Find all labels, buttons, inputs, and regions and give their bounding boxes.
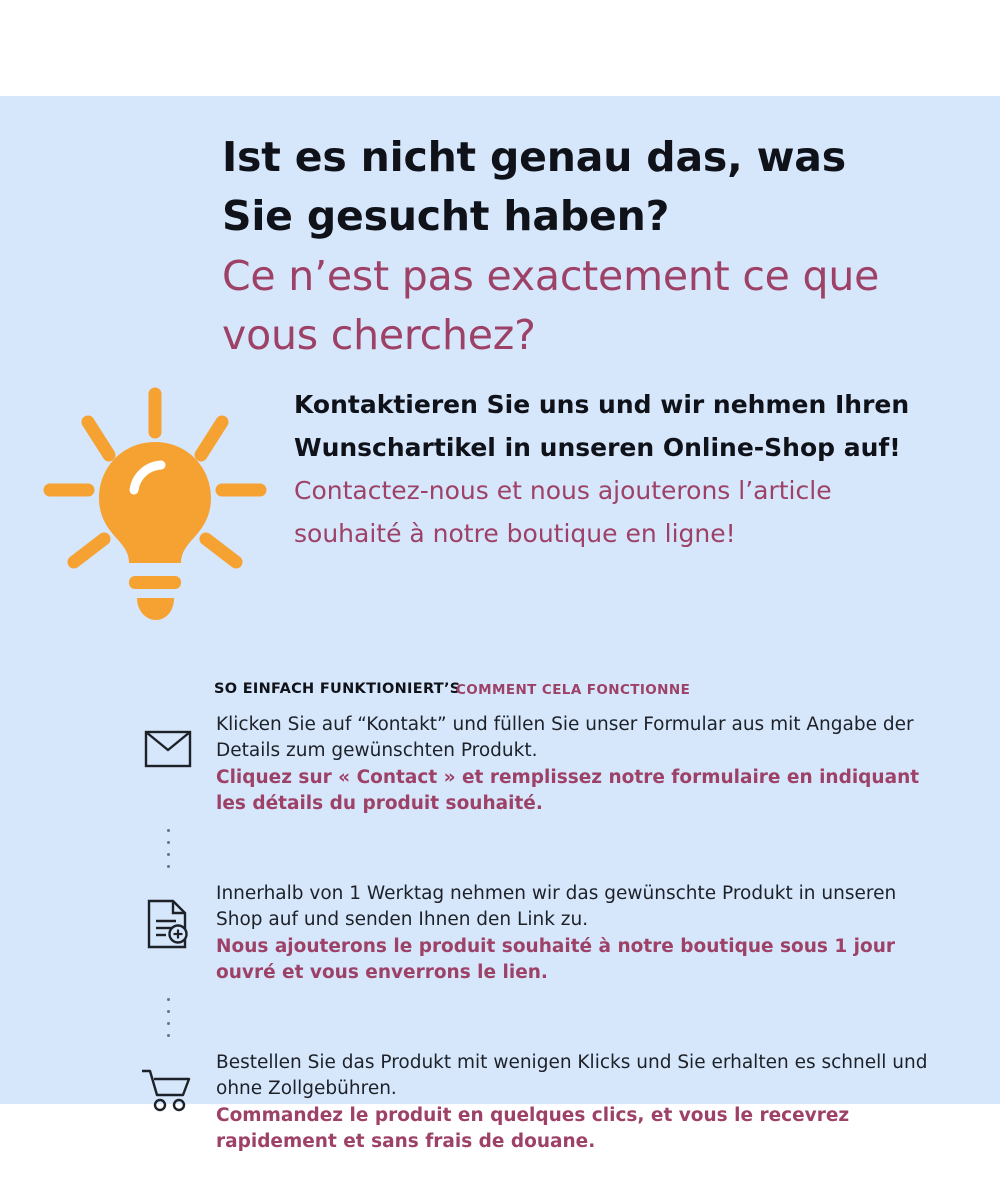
list-item (120, 1048, 940, 1155)
step-connector-dots (120, 986, 216, 1048)
intro-german: Kontaktieren Sie uns und wir nehmen Ihren Wunschartikel in unseren Online-Shop auf! (294, 390, 910, 462)
howto-title-french: COMMENT CELA FONCTIONNE (456, 682, 691, 698)
step-german: Innerhalb von 1 Werktag nehmen wir das gewünschte Produkt in unseren Shop auf und senden Ihnen den Link zu. (216, 883, 897, 931)
headline-german: Ist es nicht genau das, was Sie gesucht haben? (222, 133, 846, 241)
step-german: Bestellen Sie das Produkt mit wenigen Klicks und Sie erhalten es schnell und ohne Zollgebühren. (216, 1052, 928, 1100)
envelope-icon (120, 710, 216, 768)
lightbulb-icon (36, 386, 274, 632)
step-french: Nous ajouterons le produit souhaité à notre boutique sous 1 jour ouvré et vous enverrons le lien. (216, 935, 895, 983)
step-german: Klicken Sie auf “Kontakt” und füllen Sie unser Formular aus mit Angabe der Details zum gewünschten Produkt. (216, 714, 914, 762)
heading-block (222, 128, 922, 366)
intro-block (294, 383, 914, 555)
step-text (216, 879, 940, 986)
intro-french: Contactez-nous et nous ajouterons l’article souhaité à notre boutique en ligne! (294, 476, 832, 548)
headline-french: Ce n’est pas exactement ce que vous cherchez? (222, 251, 880, 360)
steps-list (120, 710, 940, 1155)
step-connector-dots (120, 817, 216, 879)
document-add-icon (120, 879, 216, 949)
step-text (216, 710, 940, 817)
list-item (120, 879, 940, 986)
howto-title-german: SO EINFACH FUNKTIONIERT’S (214, 681, 461, 697)
step-french: Commandez le produit en quelques clics, et vous le recevrez rapidement et sans frais de douane. (216, 1104, 850, 1152)
list-item (120, 710, 940, 817)
step-french: Cliquez sur « Contact » et remplissez notre formulaire en indiquant les détails du produit souhaité. (216, 766, 920, 814)
step-text (216, 1048, 940, 1155)
shopping-cart-icon (120, 1048, 216, 1112)
